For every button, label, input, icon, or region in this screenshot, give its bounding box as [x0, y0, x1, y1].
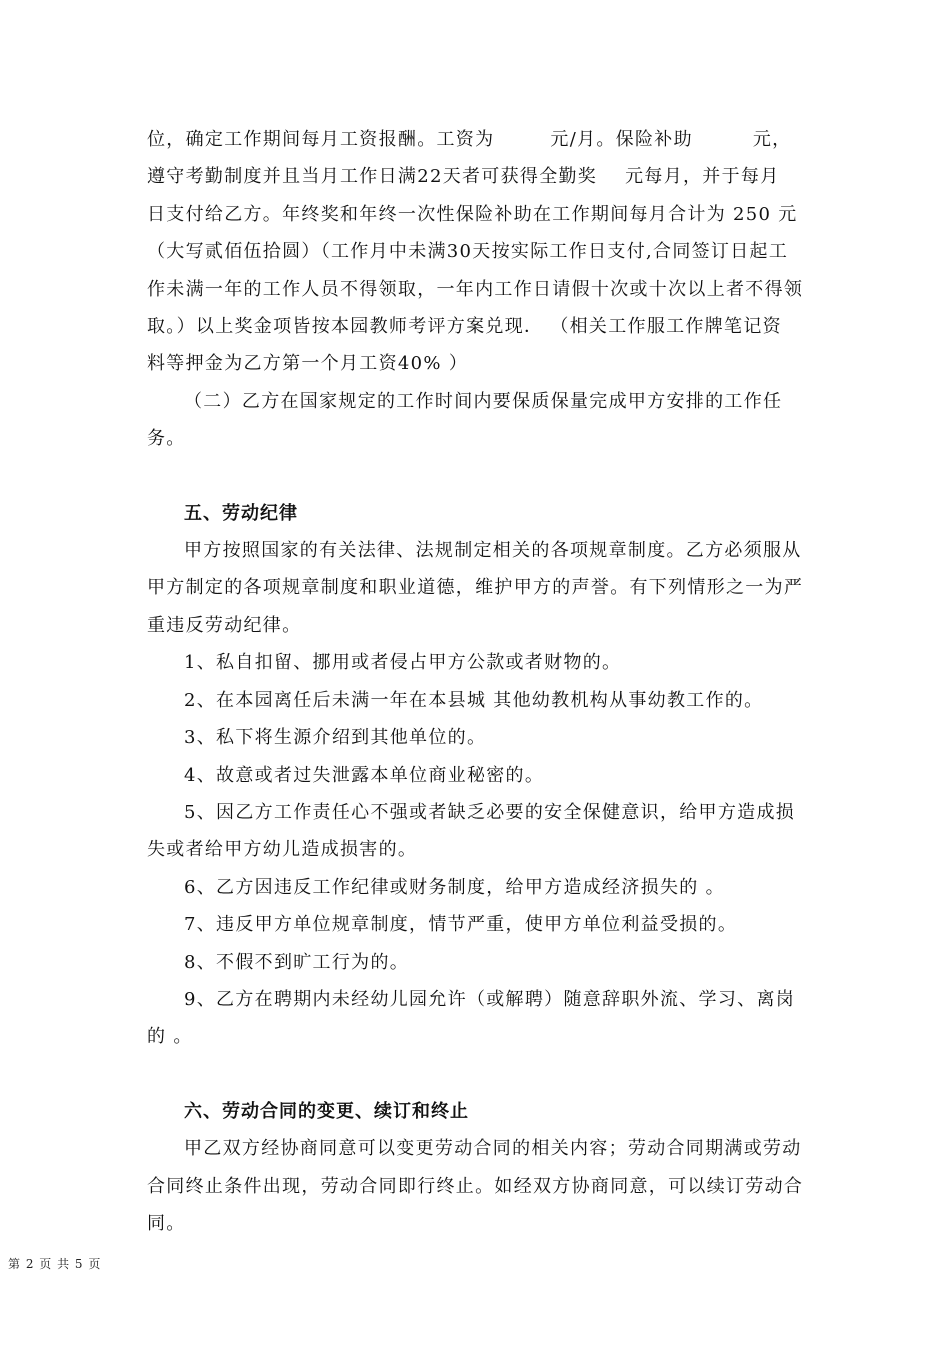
list-item: 8、不假不到旷工行为的。 — [184, 951, 410, 973]
paragraph-line: 合同终止条件出现，劳动合同即行终止。如经双方协商同意，可以续订劳动合 — [147, 1175, 804, 1197]
list-item-continuation: 的 。 — [147, 1026, 193, 1048]
text-segment: 遵守考勤制度并且当月工作日满22天者可获得全勤奖 — [147, 166, 598, 188]
paragraph-line: 甲方制定的各项规章制度和职业道德，维护甲方的声誉。有下列情形之一为严 — [147, 577, 804, 599]
list-item: 1、私自扣留、挪用或者侵占甲方公款或者财物的。 — [184, 652, 622, 674]
list-item: 9、乙方在聘期内未经幼儿园允许（或解聘）随意辞职外流、学习、离岗 — [184, 988, 796, 1010]
paragraph-line: 料等押金为乙方第一个月工资40% ） — [147, 353, 469, 375]
text-segment: 元， — [752, 129, 792, 150]
page-number-footer: 第 2 页 共 5 页 — [8, 1257, 102, 1271]
paragraph-line — [147, 158, 807, 195]
paragraph-line: 日支付给乙方。年终奖和年终一次性保险补助在工作期间每月合计为 250 元 — [147, 203, 798, 225]
paragraph-line: 取。）以上奖金项皆按本园教师考评方案兑现． （相关工作服工作牌笔记资 — [147, 316, 782, 338]
paragraph-line: 甲乙双方经协商同意可以变更劳动合同的相关内容；劳动合同期满或劳动 — [184, 1138, 802, 1160]
paragraph-line: （大写贰佰伍拾圆）（工作月中未满30天按实际工作日支付,合同签订日起工 — [147, 241, 789, 263]
list-item: 2、在本园离任后未满一年在本县城 其他幼教机构从事幼教工作的。 — [184, 689, 764, 711]
list-item: 6、乙方因违反工作纪律或财务制度，给甲方造成经济损失的 。 — [184, 876, 725, 898]
paragraph-line: 重违反劳动纪律。 — [147, 614, 302, 636]
paragraph-line: 务。 — [147, 428, 186, 450]
paragraph-line: 同。 — [147, 1212, 186, 1234]
section-heading-six: 六、劳动合同的变更、续订和终止 — [184, 1100, 469, 1122]
paragraph-line: 甲方按照国家的有关法律、法规制定相关的各项规章制度。乙方必须服从 — [184, 540, 802, 562]
text-segment: 元/月。保险补助 — [550, 129, 693, 150]
paragraph-line — [147, 121, 807, 158]
list-item: 5、因乙方工作责任心不强或者缺乏必要的安全保健意识，给甲方造成损 — [184, 801, 796, 823]
document-body — [147, 121, 807, 1242]
text-segment: 位，确定工作期间每月工资报酬。工资为 — [147, 129, 495, 150]
text-segment: 元每月，并于每月 — [625, 166, 780, 188]
clause-item-2: （二）乙方在国家规定的工作时间内要保质保量完成甲方安排的工作任 — [184, 390, 783, 412]
list-item: 7、违反甲方单位规章制度，情节严重，使甲方单位利益受损的。 — [184, 914, 738, 936]
paragraph-line: 作未满一年的工作人员不得领取，一年内工作日请假十次或十次以上者不得领 — [147, 278, 804, 300]
list-item-continuation: 失或者给甲方幼儿造成损害的。 — [147, 839, 418, 861]
section-heading-five: 五、劳动纪律 — [184, 502, 298, 524]
list-item: 3、私下将生源介绍到其他单位的。 — [184, 727, 487, 749]
list-item: 4、故意或者过失泄露本单位商业秘密的。 — [184, 764, 545, 786]
